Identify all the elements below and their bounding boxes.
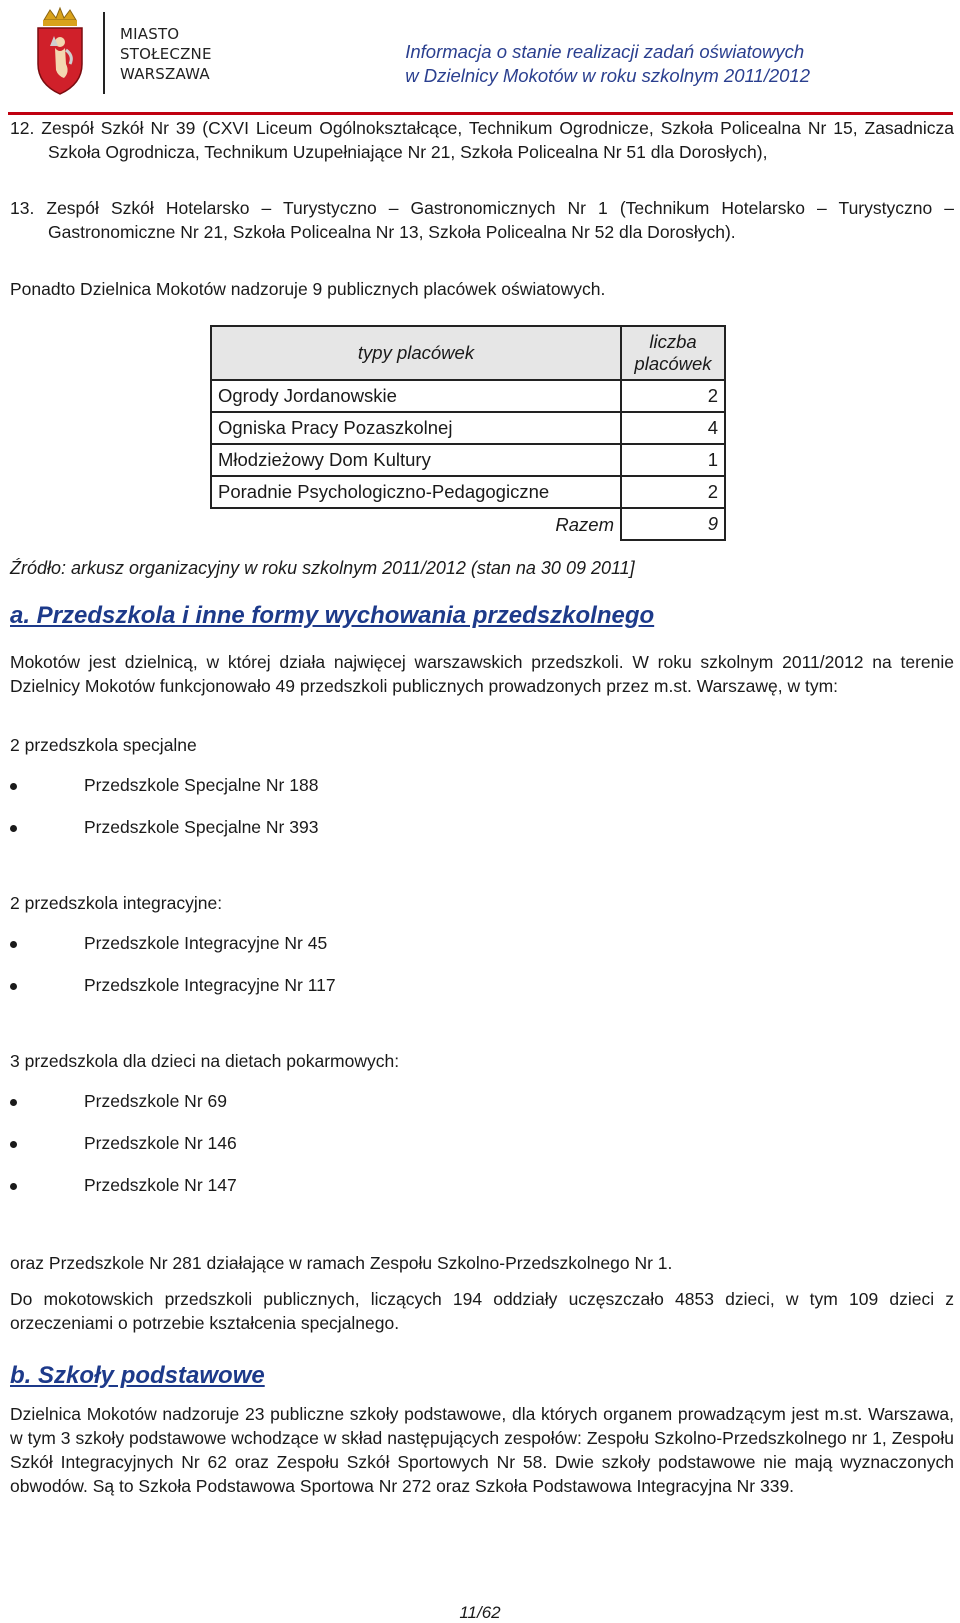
row-type: Ogrody Jordanowskie xyxy=(211,380,621,412)
list-item: Przedszkole Integracyjne Nr 45 xyxy=(84,933,328,953)
section-a-paragraph-2: Do mokotowskich przedszkoli publicznych, liczących 194 oddziały uczęszczało 4853 dzieci, w tym 109 dzieci z orzeczeniami o potrzebie kształcenia specjalnego. xyxy=(10,1289,954,1333)
section-a-paragraph: Mokotów jest dzielnicą, w której działa najwięcej warszawskich przedszkoli. W roku szkolnym 2011/2012 na terenie Dzielnicy Mokotów funkcjonowało 49 przedszkoli publicznych prowadzonych przez m.st. Warszawę, w tym: xyxy=(10,652,954,696)
list-item: Przedszkole Integracyjne Nr 117 xyxy=(84,975,336,995)
bullet-icon xyxy=(10,941,17,948)
group-label: 3 przedszkola dla dzieci na dietach pokarmowych: xyxy=(10,1051,400,1071)
logo-line-2: STOŁECZNE xyxy=(120,45,212,63)
list-item: Przedszkole Specjalne Nr 188 xyxy=(84,775,319,795)
warsaw-coat-of-arms-logo xyxy=(30,6,90,96)
bullet-icon xyxy=(10,1183,17,1190)
row-count: 2 xyxy=(621,476,725,508)
row-count: 2 xyxy=(621,380,725,412)
list-item: Przedszkole Nr 69 xyxy=(84,1091,227,1111)
list-item: Przedszkole Nr 146 xyxy=(84,1133,237,1153)
table-row xyxy=(211,476,725,508)
header-divider xyxy=(103,12,105,94)
page-number: 11/62 xyxy=(459,1603,501,1622)
institutions-table xyxy=(210,325,726,541)
bullet-icon xyxy=(10,825,17,832)
section-a-heading: a. Przedszkola i inne formy wychowania przedszkolnego xyxy=(10,602,655,629)
note-paragraph: oraz Przedszkole Nr 281 działające w ramach Zespołu Szkolno-Przedszkolnego Nr 1. xyxy=(10,1253,673,1273)
bullet-icon xyxy=(10,783,17,790)
bullet-icon xyxy=(10,983,17,990)
logo-line-1: MIASTO xyxy=(120,25,180,43)
header-title-line-2: w Dzielnicy Mokotów w roku szkolnym 2011/2012 xyxy=(405,65,810,86)
row-count: 1 xyxy=(621,444,725,476)
list-item: 12. Zespół Szkół Nr 39 (CXVI Liceum Ogólnokształcące, Technikum Ogrodnicze, Szkoła Policealna Nr 15, Zasadnicza Szkoła Ogrodnicza, Technikum Uzupełniające Nr 21, Szkoła Policealna Nr 51 dla Dorosłych), xyxy=(10,118,954,162)
row-type: Poradnie Psychologiczno-Pedagogiczne xyxy=(211,476,621,508)
intro-paragraph: Ponadto Dzielnica Mokotów nadzoruje 9 publicznych placówek oświatowych. xyxy=(10,279,606,299)
document-header-title xyxy=(405,40,810,88)
section-b-heading: b. Szkoły podstawowe xyxy=(10,1362,265,1389)
row-type: Ogniska Pracy Pozaszkolnej xyxy=(211,412,621,444)
list-item: 13. Zespół Szkół Hotelarsko – Turystyczno – Gastronomicznych Nr 1 (Technikum Hotelarsko – Turystyczno – Gastronomiczne Nr 21, Szkoła Policealna Nr 13, Szkoła Policealna Nr 52 dla Dorosłych). xyxy=(10,198,954,242)
header-rule xyxy=(8,112,953,115)
section-b-paragraph: Dzielnica Mokotów nadzoruje 23 publiczne szkoły podstawowe, dla których organem prowadzącym jest m.st. Warszawa, w tym 3 szkoły podstawowe wchodzące w skład następujących zespołów: Zespołu Szkolno-Przedszkolnego nr 1, Zespołu Szkół Integracyjnych Nr 62 oraz Zespołu Szkół Sportowych Nr 58. Dwie szkoły podstawowe nie mają wyznaczonych obwodów. Są to Szkoła Podstawowa Sportowa Nr 272 oraz Szkoła Podstawowa Integracyjna Nr 339. xyxy=(10,1404,954,1496)
col-header-type: typy placówek xyxy=(211,326,621,380)
group-label: 2 przedszkola integracyjne: xyxy=(10,893,223,913)
row-count: 4 xyxy=(621,412,725,444)
table-row xyxy=(211,444,725,476)
logo-line-3: WARSZAWA xyxy=(120,65,210,83)
col-header-count: liczba placówek xyxy=(621,326,725,380)
table-total-row xyxy=(211,508,725,540)
logo-text xyxy=(120,24,212,84)
header-title-line-1: Informacja o stanie realizacji zadań oświatowych xyxy=(405,41,805,62)
group-label: 2 przedszkola specjalne xyxy=(10,735,197,755)
table-header-row xyxy=(211,326,725,380)
table-row xyxy=(211,412,725,444)
bullet-icon xyxy=(10,1141,17,1148)
bullet-icon xyxy=(10,1099,17,1106)
row-type: Młodzieżowy Dom Kultury xyxy=(211,444,621,476)
list-item: Przedszkole Specjalne Nr 393 xyxy=(84,817,319,837)
list-item: Przedszkole Nr 147 xyxy=(84,1175,237,1195)
table-row xyxy=(211,380,725,412)
table-source-note: Źródło: arkusz organizacyjny w roku szkolnym 2011/2012 (stan na 30 09 2011] xyxy=(10,558,635,578)
total-value: 9 xyxy=(621,508,725,540)
total-label: Razem xyxy=(555,513,614,535)
